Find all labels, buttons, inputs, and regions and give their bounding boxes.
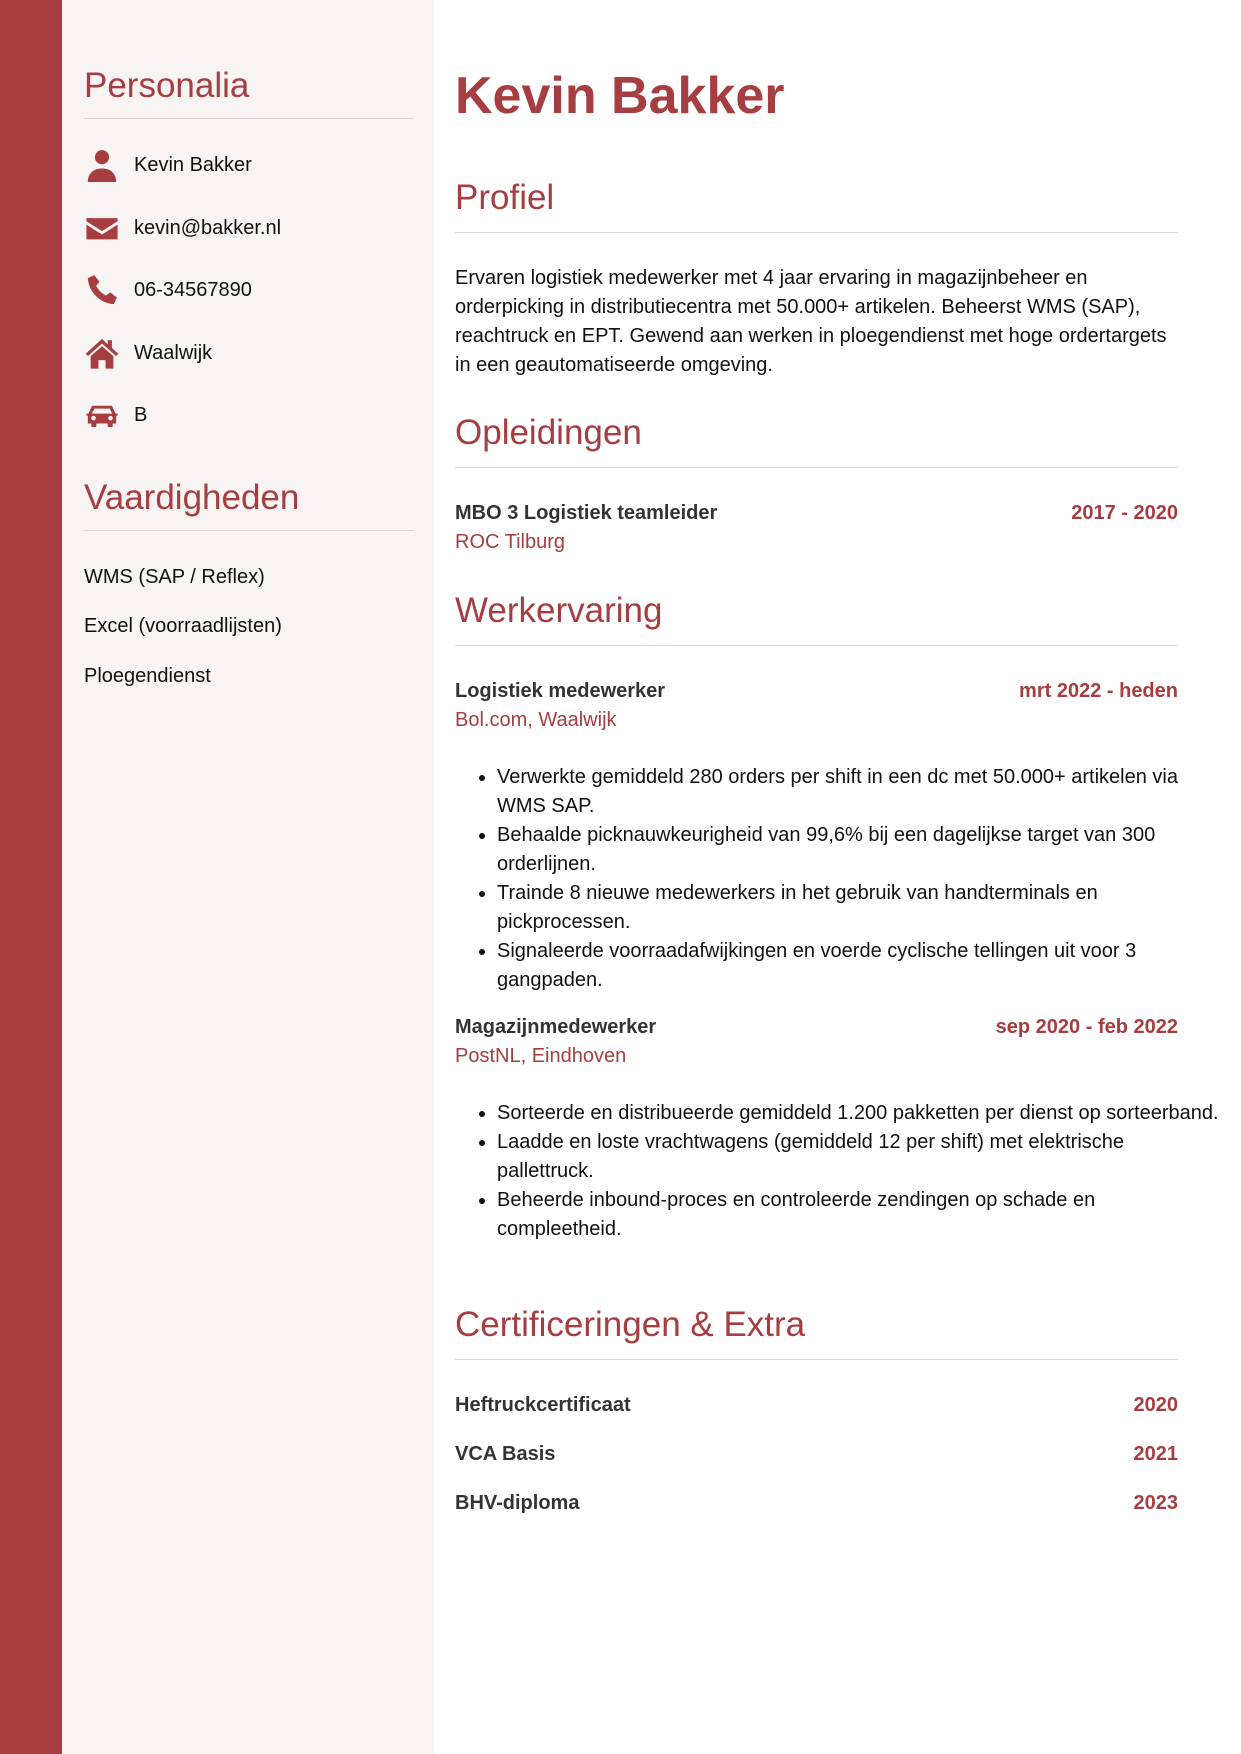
contact-city-text: Waalwijk: [134, 341, 213, 364]
cert-name: BHV-diploma: [455, 1492, 580, 1514]
job-bullet: • Verwerkte gemiddeld 280 orders per shift in een dc met 50.000+ artikelen via WMS SAP.: [497, 763, 1220, 821]
job-bullet: • Laadde en loste vrachtwagens (gemiddeld 12 per shift) met elektrische pallettruck.: [497, 1128, 1220, 1186]
education-entry: [455, 502, 1178, 554]
certs-heading: Certificeringen & Extra: [455, 1305, 1178, 1360]
job-bullet: • Beheerde inbound-proces en controleerde zendingen op schade en compleetheid.: [497, 1186, 1220, 1244]
contact-name-text: Kevin Bakker: [134, 153, 252, 176]
accent-bar: [0, 0, 62, 1754]
cert-name: VCA Basis: [455, 1443, 556, 1465]
education-institution: ROC Tilburg: [455, 531, 566, 553]
experience-entry: [455, 1016, 1178, 1068]
user-icon: [84, 147, 120, 183]
contact-phone-text: 06-34567890: [134, 278, 252, 301]
skills-heading: Vaardigheden: [84, 478, 414, 531]
job-bullet: • Signaleerde voorraadafwijkingen en voerde cyclische tellingen uit voor 3 gangpaden.: [497, 937, 1220, 995]
personalia-heading: Personalia: [84, 66, 414, 119]
contact-email-text: kevin@bakker.nl: [134, 216, 282, 239]
job-date: mrt 2022 - heden: [1019, 680, 1178, 702]
contact-license-text: B: [134, 403, 148, 426]
profile-heading: Profiel: [455, 178, 1178, 233]
contact-email: [84, 208, 414, 248]
job-bullet: • Trainde 8 nieuwe medewerkers in het gebruik van handterminals en pickprocessen.: [497, 879, 1220, 937]
home-icon: [84, 335, 120, 371]
contact-name: [84, 145, 414, 185]
cert-row: [455, 1492, 1178, 1515]
sidebar: [62, 0, 434, 1754]
job-company: Bol.com, Waalwijk: [455, 709, 617, 731]
job-title: Logistiek medewerker: [455, 680, 666, 702]
education-heading: Opleidingen: [455, 413, 1178, 468]
experience-heading: Werkervaring: [455, 591, 1178, 646]
cert-year: 2023: [1133, 1492, 1178, 1514]
job-company: PostNL, Eindhoven: [455, 1045, 627, 1067]
job-title: Magazijnmedewerker: [455, 1016, 657, 1038]
education-date: 2017 - 2020: [1071, 502, 1178, 524]
profile-text: Ervaren logistiek medewerker met 4 jaar ervaring in magazijnbeheer en orderpicking in distributiecentra met 50.000+ artikelen. Beheerst WMS (SAP), reachtruck en EPT. Gewend aan werken in ploegendienst met hoge ordertargets in een geautomatiseerde omgeving.: [455, 267, 1167, 376]
cert-year: 2021: [1133, 1443, 1178, 1465]
job-bullet: • Sorteerde en distribueerde gemiddeld 1.200 pakketten per dienst op sorteerband.: [497, 1099, 1220, 1128]
car-icon: [84, 397, 120, 433]
job-bullet: • Behaalde picknauwkeurigheid van 99,6% bij een dagelijkse target van 300 orderlijnen.: [497, 821, 1220, 879]
cert-row: [455, 1394, 1178, 1417]
cert-year: 2020: [1133, 1394, 1178, 1416]
education-title: MBO 3 Logistiek teamleider: [455, 502, 718, 524]
cert-row: [455, 1443, 1178, 1466]
phone-icon: [84, 272, 120, 308]
job-bullets: [455, 763, 1220, 995]
skill-item: Ploegendienst: [84, 665, 211, 687]
job-bullets: [455, 1099, 1220, 1244]
skill-item: WMS (SAP / Reflex): [84, 566, 265, 588]
experience-entry: [455, 680, 1178, 732]
cert-name: Heftruckcertificaat: [455, 1394, 631, 1416]
contact-phone: [84, 270, 414, 310]
job-date: sep 2020 - feb 2022: [995, 1016, 1178, 1038]
skill-item: Excel (voorraadlijsten): [84, 615, 282, 637]
contact-license: [84, 395, 414, 435]
envelope-icon: [84, 210, 120, 246]
contact-city: [84, 333, 414, 373]
candidate-name: Kevin Bakker: [455, 67, 785, 125]
